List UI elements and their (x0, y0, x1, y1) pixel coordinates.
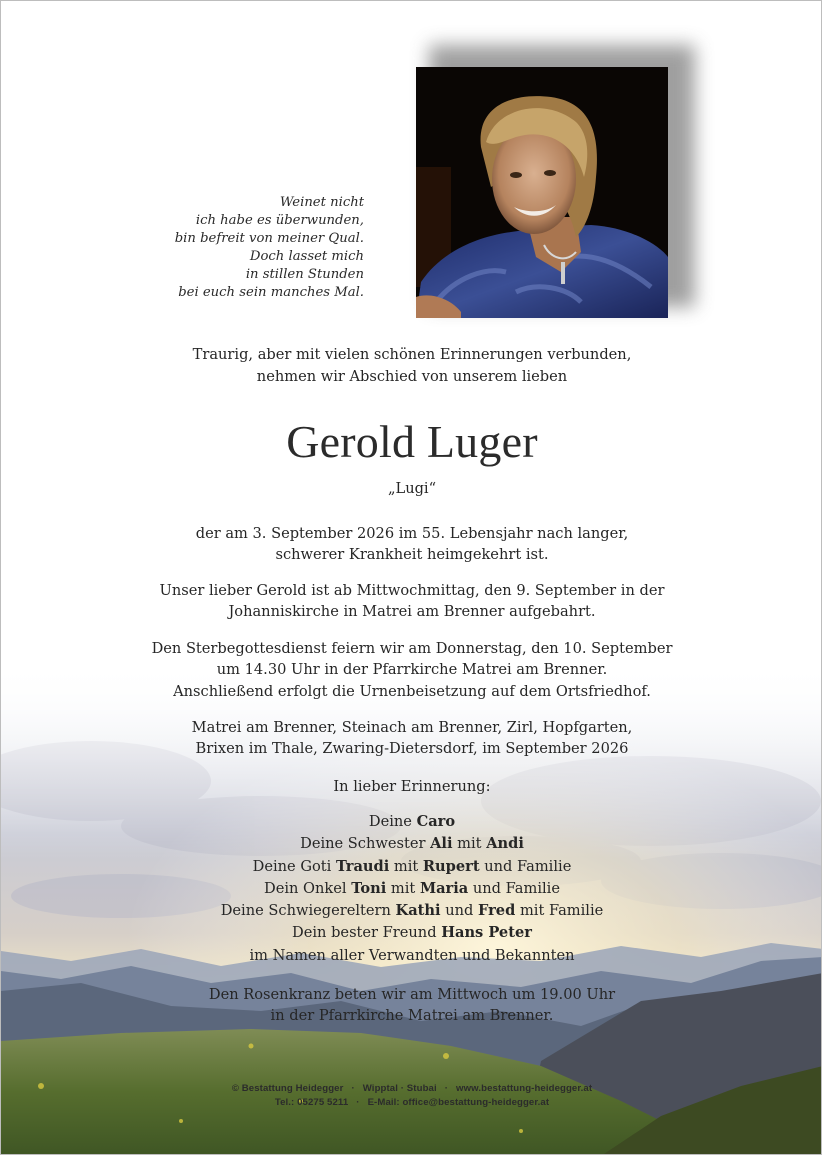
text-line: um 14.30 Uhr in der Pfarrkirche Matrei am Brenner. (216, 661, 608, 679)
intro-text (1, 344, 822, 388)
mourner-name: Hans Peter (441, 924, 532, 942)
in-memory-heading (1, 776, 822, 797)
deceased-nickname: „Lugi“ (387, 480, 437, 497)
mourner-name: Fred (478, 902, 516, 920)
footer-separator: · (356, 1097, 360, 1108)
mourner-name: Maria (419, 879, 469, 897)
mourner-name: Ali (430, 835, 453, 853)
poem-line: in stillen Stunden (245, 266, 364, 282)
places-date-paragraph (1, 717, 822, 760)
footer-website-link[interactable]: www.bestattung-heidegger.at (456, 1083, 593, 1094)
mourner-text: Deine Schwester (300, 835, 431, 853)
text-line: der am 3. September 2026 im 55. Lebensjahr nach langer, (195, 525, 629, 542)
mourners-list (1, 811, 822, 967)
mourner-name: Toni (351, 879, 387, 897)
text-line: Den Rosenkranz beten wir am Mittwoch um 19.00 Uhr (208, 986, 616, 1003)
text-line: Matrei am Brenner, Steinach am Brenner, Zirl, Hopfgarten, (191, 719, 633, 736)
footer-separator: · (444, 1083, 449, 1094)
portrait-photo (416, 67, 668, 318)
poem-line: Weinet nicht (279, 195, 364, 210)
mourner-text: Deine Goti (252, 857, 336, 875)
mourner-text: Deine (368, 813, 417, 830)
poem-line: Doch lasset mich (249, 248, 364, 264)
mourner-name: Traudi (335, 857, 390, 875)
mourner-line (1, 945, 822, 967)
text-line: Unser lieber Gerold ist ab Mittwochmittag, den 9. September in der (159, 582, 665, 599)
mourner-name: Caro (416, 813, 456, 830)
poem (151, 194, 364, 301)
mourner-text: und Familie (479, 857, 572, 875)
funeral-service-paragraph (1, 638, 822, 702)
text-line: Johanniskirche in Matrei am Brenner aufgebahrt. (228, 603, 596, 621)
footer-company: © Bestattung Heidegger (231, 1083, 344, 1094)
death-notice-paragraph (1, 523, 822, 566)
portrait-image (416, 67, 668, 318)
text-line: Anschließend erfolgt die Urnenbeisetzung auf dem Ortsfriedhof. (173, 682, 651, 700)
mourner-text: Deine Schwiegereltern (220, 902, 396, 920)
mourner-text: mit (389, 857, 423, 875)
mourner-line (1, 856, 822, 878)
text-line: Brixen im Thale, Zwaring-Dietersdorf, im September 2026 (195, 740, 629, 758)
footer-line-2 (1, 1096, 822, 1110)
mourner-text: mit Familie (515, 902, 604, 920)
mourner-line (1, 900, 822, 922)
footer-region: Wipptal · Stubai (362, 1083, 437, 1094)
mourner-name: Andi (486, 835, 524, 853)
mourner-text: im Namen aller Verwandten und Bekannten (249, 946, 575, 964)
deceased-name: Gerold Luger (286, 416, 538, 467)
footer-separator: · (351, 1083, 355, 1094)
mourner-text: mit (452, 835, 487, 853)
mourner-text: und (440, 902, 479, 920)
mourner-name: Rupert (422, 857, 480, 875)
viewing-paragraph (1, 580, 822, 623)
poem-line: bin befreit von meiner Qual. (174, 230, 364, 246)
mourner-line (1, 878, 822, 900)
funeral-home-footer (1, 1082, 822, 1110)
footer-phone: Tel.: 05275 5211 (274, 1097, 349, 1108)
mourner-name: Kathi (395, 902, 441, 920)
poem-line: ich habe es überwunden, (195, 212, 364, 228)
rosary-notice (1, 984, 822, 1027)
mourner-text: und Familie (468, 879, 560, 897)
intro-line: nehmen wir Abschied von unserem lieben (256, 368, 568, 385)
mourner-text: Dein bester Freund (292, 924, 442, 942)
mourner-line (1, 811, 822, 833)
mourner-line (1, 922, 822, 944)
footer-line-1 (1, 1082, 822, 1096)
intro-line: Traurig, aber mit vielen schönen Erinnerungen verbunden, (192, 346, 632, 363)
mourner-text: Dein Onkel (264, 879, 352, 897)
mourner-text: mit (386, 879, 420, 897)
footer-email-link[interactable]: E-Mail: office@bestattung-heidegger.at (367, 1097, 550, 1108)
mourner-line (1, 833, 822, 855)
text-line: Den Sterbegottesdienst feiern wir am Donnerstag, den 10. September (151, 640, 673, 657)
text-line: In lieber Erinnerung: (333, 778, 491, 795)
text-line: schwerer Krankheit heimgekehrt ist. (275, 546, 549, 564)
text-line: in der Pfarrkirche Matrei am Brenner. (270, 1007, 554, 1025)
poem-line: bei euch sein manches Mal. (178, 284, 364, 300)
